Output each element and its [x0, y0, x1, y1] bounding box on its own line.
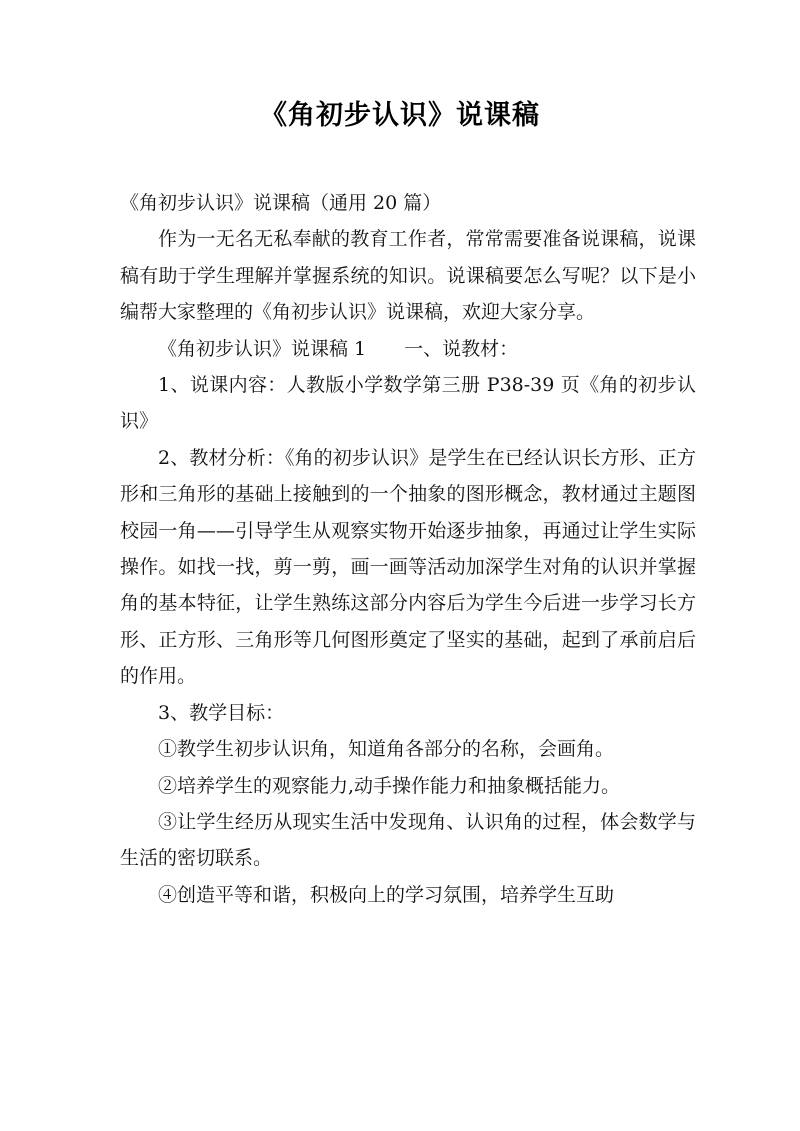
subtitle-paragraph: 《角初步认识》说课稿（通用 20 篇）: [120, 192, 442, 214]
intro-paragraph: 作为一无名无私奉献的教育工作者，常常需要准备说课稿，说课稿有助于学生理解并掌握系统的知识。说课稿要怎么写呢？以下是小编帮大家整理的《角初步认识》说课稿，欢迎大家分享。: [120, 228, 696, 324]
lesson-content-paragraph: 1、说课内容：人教版小学数学第三册 P38-39 页《角的初步认识》: [120, 374, 696, 433]
goal-item-4: ④创造平等和谐，积极向上的学习氛围，培养学生互助: [158, 883, 615, 906]
goal-item-2: ②培养学生的观察能力,动手操作能力和抽象概括能力。: [158, 774, 621, 797]
goal-item-1: ①教学生初步认识角，知道角各部分的名称，会画角。: [158, 738, 615, 761]
document-body: [120, 185, 696, 913]
textbook-analysis-paragraph: 2、教材分析：《角的初步认识》是学生在已经认识长方形、正方形和三角形的基础上接触到的一个抽象的图形概念，教材通过主题图校园一角——引导学生从观察实物开始逐步抽象，再通过让学生实际操作。如找一找，剪一剪，画一画等活动加深学生对角的认识并掌握角的基本特征，让学生熟练这部分内容后为学生今后进一步学习长方形、正方形、三角形等几何图形奠定了坚实的基础，起到了承前启后的作用。: [120, 446, 696, 688]
document-title: 《角初步认识》说课稿: [260, 100, 540, 131]
teaching-goals-heading: 3、教学目标：: [158, 701, 285, 724]
goal-item-3: ③让学生经历从现实生活中发现角、认识角的过程，体会数学与生活的密切联系。: [120, 810, 696, 870]
section-heading-paragraph: 《角初步认识》说课稿 1 一、说教材：: [158, 337, 519, 360]
